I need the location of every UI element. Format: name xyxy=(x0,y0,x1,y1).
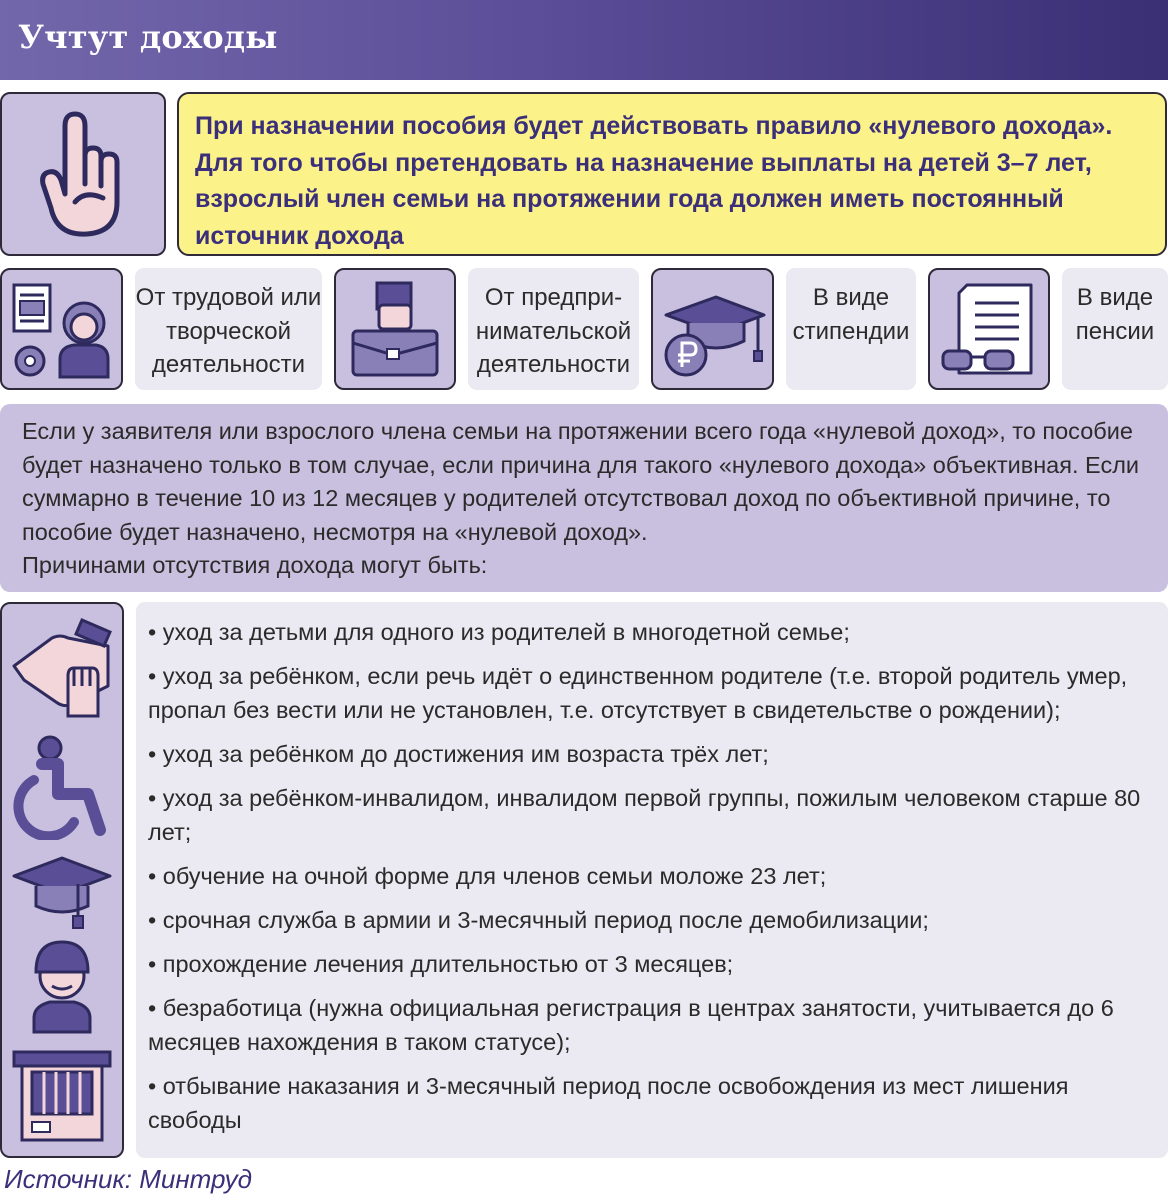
income-source-icon-box xyxy=(0,268,123,390)
income-source-label-box xyxy=(468,268,639,390)
zero-income-rule-callout xyxy=(177,92,1167,256)
reasons-intro: Причинами отсутствия дохода могут быть: xyxy=(22,552,488,579)
list-item: • уход за ребёнком-инвалидом, инвалидом первой группы, пожилым человеком старше 80 лет; xyxy=(148,785,1141,845)
list-item: • уход за ребёнком до достижения им возраста трёх лет; xyxy=(148,741,769,767)
header-banner xyxy=(0,0,1168,80)
page-title: Учтут доходы xyxy=(18,18,278,56)
income-source-label-box xyxy=(786,268,916,390)
handshake-icon xyxy=(12,616,112,720)
income-source-label-box xyxy=(1062,268,1168,390)
briefcase-hand-icon xyxy=(343,277,447,381)
list-item: • уход за ребёнком, если речь идёт о единственном родителе (т.е. второй родитель умер, пропал без вести или не установлен, т.е. отсутствует в свидетельстве о рождении); xyxy=(148,663,1128,723)
graduation-cap-ruble-icon xyxy=(660,277,766,381)
zero-income-info-box xyxy=(0,404,1168,592)
soldier-icon xyxy=(12,936,112,1036)
list-item: • безработица (нужна официальная регистрация в центрах занятости, учитывается до 6 месяцев нахождения в таком статусе); xyxy=(148,995,1114,1055)
callout-text: При назначении пособия будет действовать правило «нулевого дохода». Для того чтобы претендовать на назначение выплаты на детей 3–7 лет, взрослый член семьи на протяжении года должен иметь постоянный источник дохода xyxy=(195,112,1113,250)
hand-icon-box xyxy=(0,92,166,256)
source-caption: Источник: Минтруд xyxy=(4,1164,252,1194)
office-worker-icon xyxy=(10,277,114,381)
income-source-label: В виде стипендии xyxy=(792,284,910,345)
reasons-icon-column xyxy=(0,602,124,1158)
income-source-icon-box xyxy=(928,268,1050,390)
list-item: • отбывание наказания и 3-месячный период после освобождения из мест лишения свободы xyxy=(148,1073,1069,1133)
prison-icon xyxy=(12,1044,112,1144)
income-source-label: В виде пенсии xyxy=(1075,284,1155,345)
income-source-label: От предпри-нимательской деятельности xyxy=(475,284,632,378)
graduation-cap-icon xyxy=(12,854,112,930)
reasons-list xyxy=(136,602,1168,1158)
income-source-label: От трудовой или творческой деятельности xyxy=(135,284,322,378)
income-source-icon-box xyxy=(651,268,774,390)
list-item: • обучение на очной форме для членов семьи моложе 23 лет; xyxy=(148,863,827,889)
list-item: • уход за детьми для одного из родителей в многодетной семье; xyxy=(148,619,850,645)
income-source-label-box xyxy=(135,268,322,390)
document-glasses-icon xyxy=(937,277,1041,381)
info-text: Если у заявителя или взрослого члена семьи на протяжении всего года «нулевой доход», то пособие будет назначено только в том случае, если причина для такого «нулевого дохода» объективная. Если суммарно в течение 10 из 12 месяцев у родителей отсутствовал доход по объективной причине, то пособие будет назначено, несмотря на «нулевой доход». xyxy=(22,418,1140,545)
pointing-hand-icon xyxy=(23,104,143,244)
wheelchair-icon xyxy=(12,734,112,840)
list-item: • срочная служба в армии и 3-месячный период после демобилизации; xyxy=(148,907,929,933)
income-source-icon-box xyxy=(334,268,456,390)
list-item: • прохождение лечения длительностью от 3 месяцев; xyxy=(148,951,734,977)
